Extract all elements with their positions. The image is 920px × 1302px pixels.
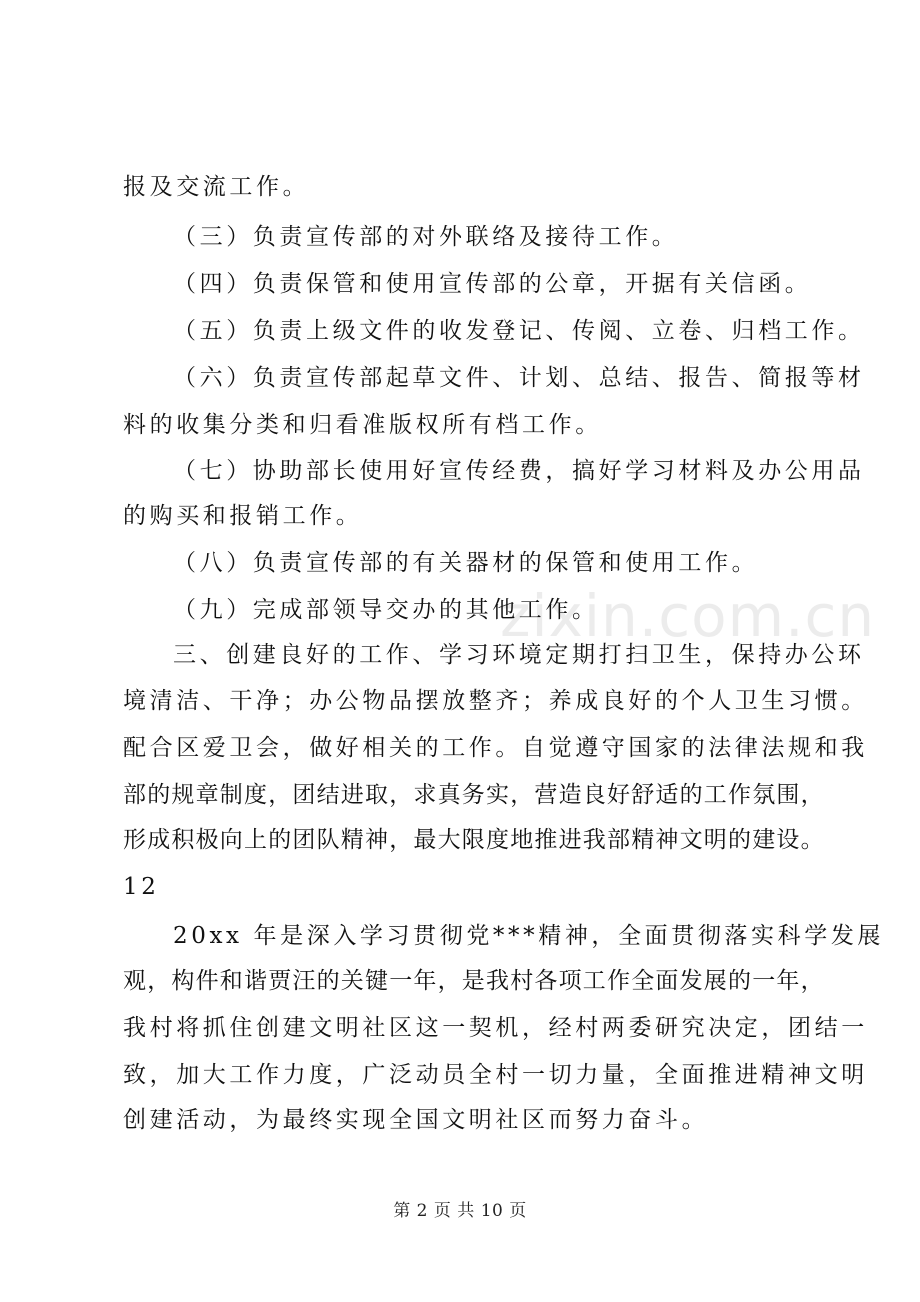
text-line: 创建活动，为最终实现全国文明社区而努力奋斗。 — [123, 1107, 709, 1133]
text-line: （九）完成部领导交办的其他工作。 — [173, 597, 599, 623]
text-line: 三、创建良好的工作、学习环境定期打扫卫生，保持办公环 — [173, 642, 865, 668]
page-number-footer: 第 2 页 共 10 页 — [393, 1201, 527, 1221]
text-line: 报及交流工作。 — [123, 174, 310, 200]
text-line: 的购买和报销工作。 — [123, 503, 363, 529]
text-line: 部的规章制度，团结进取，求真务实，营造良好舒适的工作氛围， — [123, 782, 825, 808]
text-line: 观，构件和谐贾汪的关键一年，是我村各项工作全面发展的一年， — [123, 968, 825, 994]
text-line: 形成积极向上的团队精神，最大限度地推进我部精神文明的建设。 — [123, 827, 825, 853]
text-line: （六）负责宣传部起草文件、计划、总结、报告、简报等材 — [173, 365, 865, 391]
text-line: 12 — [123, 874, 160, 900]
text-line: （五）负责上级文件的收发登记、传阅、立卷、归档工作。 — [173, 318, 865, 344]
text-line: （四）负责保管和使用宣传部的公章，开据有关信函。 — [173, 271, 812, 297]
text-line: 致，加大工作力度，广泛动员全村一切力量，全面推进精神文明 — [123, 1062, 868, 1088]
watermark: zixin.com.cn — [500, 582, 876, 650]
text-line: 我村将抓住创建文明社区这一契机，经村两委研究决定，团结一 — [123, 1015, 868, 1041]
text-line: 20xx 年是深入学习贯彻党***精神，全面贯彻落实科学发展 — [173, 923, 885, 949]
text-line: 配合区爱卫会，做好相关的工作。自觉遵守国家的法律法规和我 — [123, 735, 868, 761]
text-line: 料的收集分类和归看准版权所有档工作。 — [123, 412, 602, 438]
text-line: 境清洁、干净；办公物品摆放整齐；养成良好的个人卫生习惯。 — [123, 688, 868, 714]
text-line: （八）负责宣传部的有关器材的保管和使用工作。 — [173, 550, 759, 576]
text-line: （三）负责宣传部的对外联络及接待工作。 — [173, 224, 679, 250]
text-line: （七）协助部长使用好宣传经费，搞好学习材料及办公用品 — [173, 458, 865, 484]
